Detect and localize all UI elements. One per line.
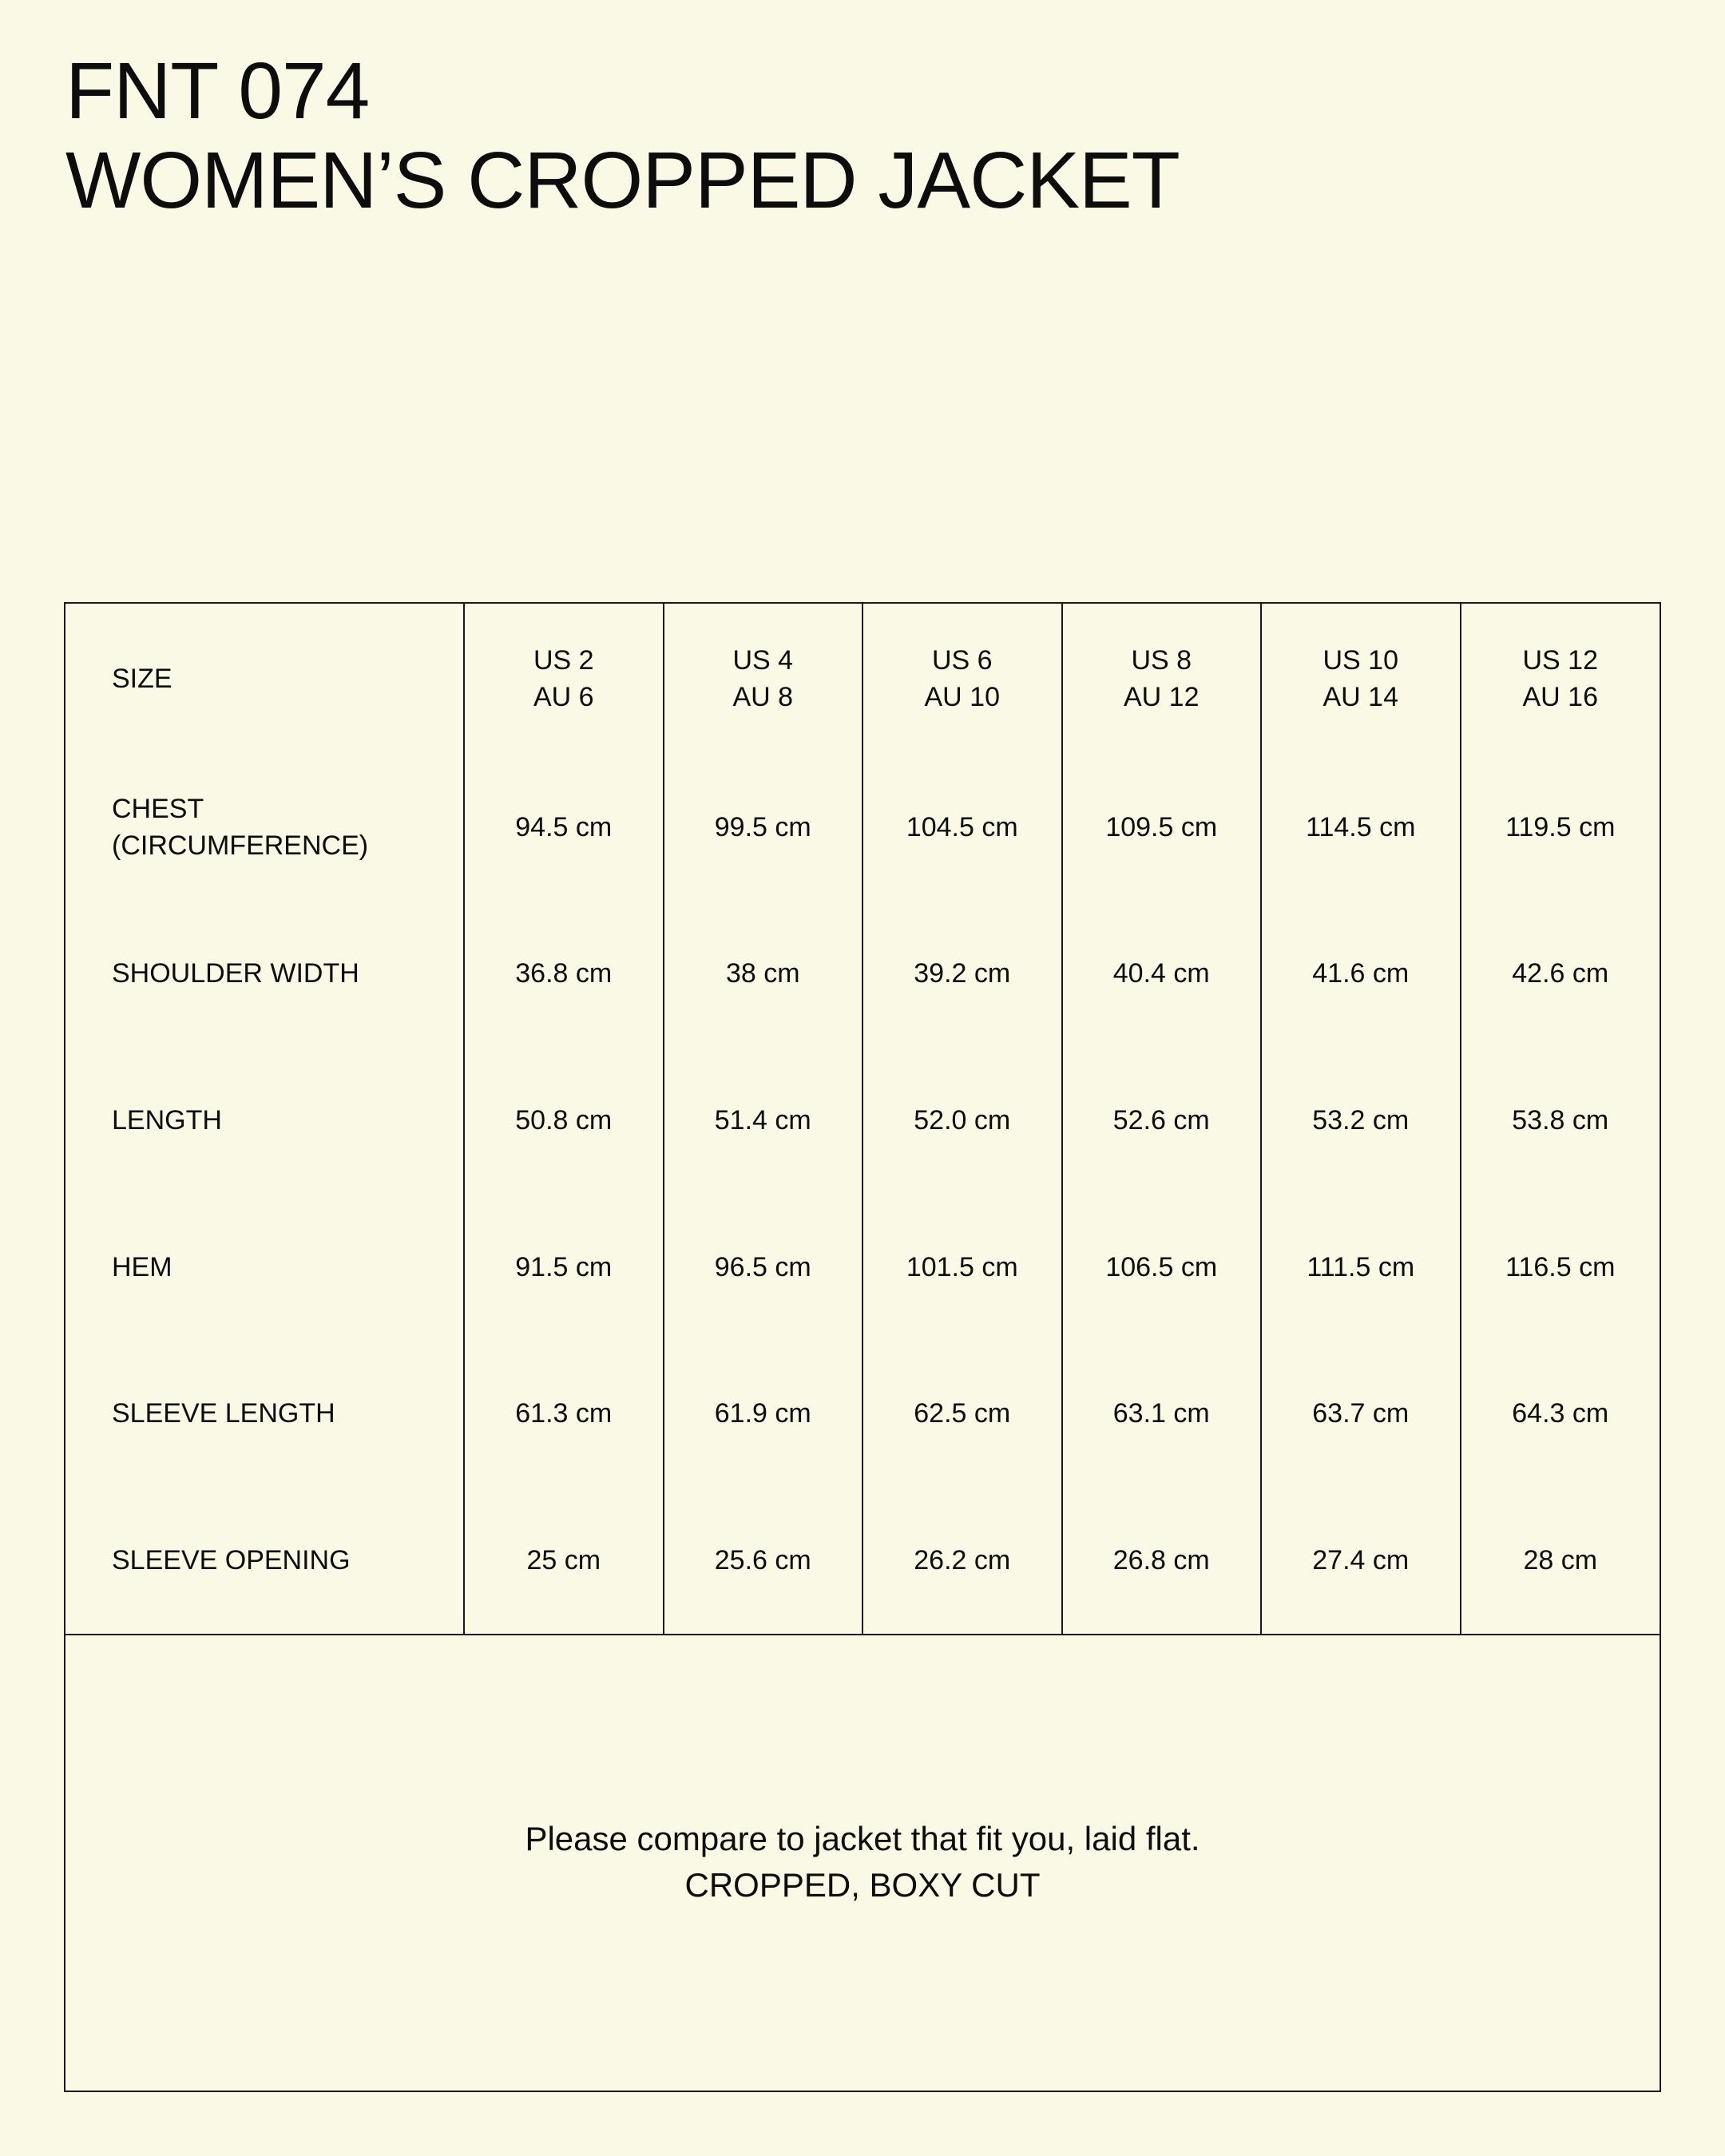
measurement-cell: 63.1 cm: [1062, 1340, 1262, 1487]
measurement-row-sleeve-opening: [65, 1487, 1660, 1635]
size-header-cell: [1261, 604, 1461, 754]
us-size: US 8: [1131, 645, 1192, 676]
us-size: US 4: [732, 645, 794, 676]
measurement-cell: 27.4 cm: [1261, 1487, 1461, 1635]
measurement-cell: 36.8 cm: [464, 901, 664, 1048]
product-code: FNT 074: [65, 46, 370, 136]
measurement-row-shoulder-width: [65, 901, 1660, 1048]
measurement-cell: 52.6 cm: [1062, 1047, 1262, 1194]
size-chart: [64, 602, 1661, 2092]
measurement-cell: 109.5 cm: [1062, 754, 1262, 901]
measurement-cell: 25 cm: [464, 1487, 664, 1635]
measurement-cell: 114.5 cm: [1261, 754, 1461, 901]
size-header-label: SIZE: [112, 664, 172, 694]
page-title: [65, 46, 1180, 225]
size-header-cell: [1461, 604, 1660, 754]
measurement-cell: 26.2 cm: [862, 1487, 1062, 1635]
measurement-cell: 96.5 cm: [664, 1194, 863, 1341]
cut-description: CROPPED, BOXY CUT: [684, 1866, 1041, 1904]
measurement-cell: 116.5 cm: [1461, 1194, 1660, 1341]
size-header-cell: [862, 604, 1062, 754]
us-size: US 10: [1322, 645, 1398, 676]
measurement-cell: 111.5 cm: [1261, 1194, 1461, 1341]
us-size: US 6: [931, 645, 993, 676]
measurement-cell: 41.6 cm: [1261, 901, 1461, 1048]
size-header-cell: [664, 604, 863, 754]
measurement-cell: 53.8 cm: [1461, 1047, 1660, 1194]
product-name: WOMEN’S CROPPED JACKET: [65, 136, 1180, 225]
row-label: LENGTH: [112, 1104, 222, 1135]
size-header-cell: [464, 604, 664, 754]
measurement-cell: 119.5 cm: [1461, 754, 1660, 901]
measurement-row-chest: [65, 754, 1660, 901]
measurement-cell: 62.5 cm: [862, 1340, 1062, 1487]
measurement-cell: 38 cm: [664, 901, 863, 1048]
row-label: [65, 754, 464, 901]
us-size: US 2: [533, 645, 594, 676]
measurement-cell: 40.4 cm: [1062, 901, 1262, 1048]
measurement-cell: 64.3 cm: [1461, 1340, 1660, 1487]
au-size: AU 10: [924, 682, 1000, 712]
measurement-cell: 52.0 cm: [862, 1047, 1062, 1194]
row-label: HEM: [112, 1251, 172, 1282]
measurement-cell: 25.6 cm: [664, 1487, 863, 1635]
measurement-cell: 94.5 cm: [464, 754, 664, 901]
measurement-cell: 99.5 cm: [664, 754, 863, 901]
measurement-cell: 63.7 cm: [1261, 1340, 1461, 1487]
row-label: SLEEVE LENGTH: [112, 1398, 335, 1429]
measurement-cell: 91.5 cm: [464, 1194, 664, 1341]
size-header-row: [65, 604, 1660, 754]
measurement-cell: 42.6 cm: [1461, 901, 1660, 1048]
row-label-main: CHEST: [112, 793, 204, 824]
au-size: AU 16: [1522, 682, 1598, 712]
measurement-cell: 61.9 cm: [664, 1340, 863, 1487]
measurement-cell: 53.2 cm: [1261, 1047, 1461, 1194]
au-size: AU 12: [1124, 682, 1200, 712]
measurement-row-sleeve-length: [65, 1340, 1660, 1487]
au-size: AU 8: [732, 682, 794, 712]
measurement-cell: 61.3 cm: [464, 1340, 664, 1487]
au-size: AU 6: [533, 682, 594, 712]
measurement-cell: 106.5 cm: [1062, 1194, 1262, 1341]
row-label: SLEEVE OPENING: [112, 1544, 351, 1575]
size-table: [65, 604, 1660, 1635]
measurement-row-hem: [65, 1194, 1660, 1341]
measurement-cell: 51.4 cm: [664, 1047, 863, 1194]
fit-instruction: Please compare to jacket that fit you, laid flat.: [525, 1820, 1200, 1857]
row-label: SHOULDER WIDTH: [112, 958, 359, 989]
measurement-cell: 101.5 cm: [862, 1194, 1062, 1341]
fit-note: [65, 1634, 1660, 2091]
measurement-cell: 104.5 cm: [862, 754, 1062, 901]
measurement-cell: 28 cm: [1461, 1487, 1660, 1635]
us-size: US 12: [1522, 645, 1598, 676]
au-size: AU 14: [1322, 682, 1398, 712]
measurement-cell: 39.2 cm: [862, 901, 1062, 1048]
measurement-row-length: [65, 1047, 1660, 1194]
measurement-cell: 26.8 cm: [1062, 1487, 1262, 1635]
measurement-cell: 50.8 cm: [464, 1047, 664, 1194]
row-label-sub: (CIRCUMFERENCE): [112, 830, 369, 861]
size-header-cell: [1062, 604, 1262, 754]
